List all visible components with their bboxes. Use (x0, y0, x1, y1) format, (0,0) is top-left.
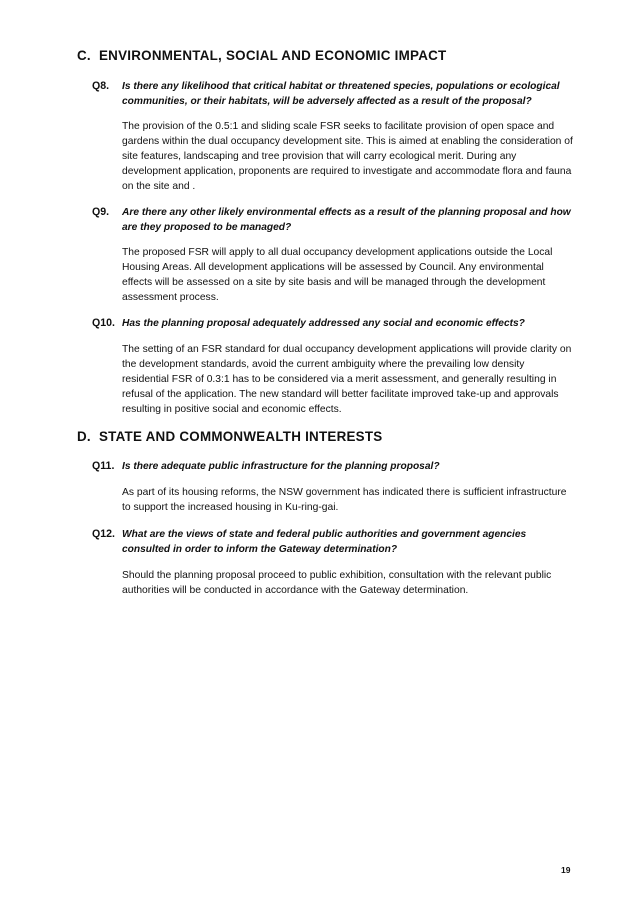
section-letter: C. (77, 48, 91, 63)
question-q12 (92, 527, 572, 557)
answer-q12: Should the planning proposal proceed to public exhibition, consultation with the relevant public authorities will be conducted in accordance with the Gateway determination. (122, 570, 552, 596)
question-q10 (92, 316, 572, 331)
question-number: Q8. (92, 80, 110, 92)
question-q8 (92, 79, 572, 109)
question-number: Q12. (92, 528, 115, 540)
question-text: Is there adequate public infrastructure for the planning proposal? (122, 461, 440, 472)
question-q9 (92, 205, 572, 235)
section-title: STATE AND COMMONWEALTH INTERESTS (99, 429, 383, 444)
answer-q10: The setting of an FSR standard for dual occupancy development applications will provide clarity on the development standards, avoid the current ambiguity where the prevailing low density residential FSR of 0.3:1 has to be considered via a merit assessment, and generally resulting in refusal of the application. The new standard will better facilitate improved take-up and approvals resulting in positive social and economic effects. (122, 344, 572, 415)
question-text: Are there any other likely environmental effects as a result of the planning proposal and how are they proposed to be managed? (122, 207, 571, 233)
question-number: Q10. (92, 317, 115, 329)
section-heading-c (77, 48, 447, 63)
page-number: 19 (561, 865, 571, 875)
question-text: What are the views of state and federal public authorities and government agencies consulted in order to inform the Gateway determination? (122, 529, 527, 555)
answer-q11: As part of its housing reforms, the NSW government has indicated there is sufficient infrastructure to support the increased housing in Ku-ring-gai. (122, 487, 567, 513)
question-number: Q11. (92, 460, 115, 472)
section-title: ENVIRONMENTAL, SOCIAL AND ECONOMIC IMPACT (99, 48, 447, 63)
question-text: Has the planning proposal adequately addressed any social and economic effects? (122, 318, 525, 329)
question-q11 (92, 459, 572, 474)
answer-q8: The provision of the 0.5:1 and sliding scale FSR seeks to facilitate provision of open space and gardens within the dual occupancy development site. This is aimed at enabling the consideration of site features, landscaping and tree provision that will carry ecological merit. During any development application, proponents are required to investigate and accommodate flora and fauna on the site and . (122, 121, 573, 192)
section-letter: D. (77, 429, 91, 444)
question-text: Is there any likelihood that critical habitat or threatened species, populations or ecological communities, or their habitats, will be adversely affected as a result of the proposal? (122, 81, 560, 107)
question-number: Q9. (92, 206, 110, 218)
section-heading-d (77, 429, 382, 444)
answer-q9: The proposed FSR will apply to all dual occupancy development applications outside the Local Housing Areas. All development applications will be assessed by Council. Any environmental effects will be assessed on a site by site basis and will be managed through the development assessment process. (122, 247, 553, 303)
